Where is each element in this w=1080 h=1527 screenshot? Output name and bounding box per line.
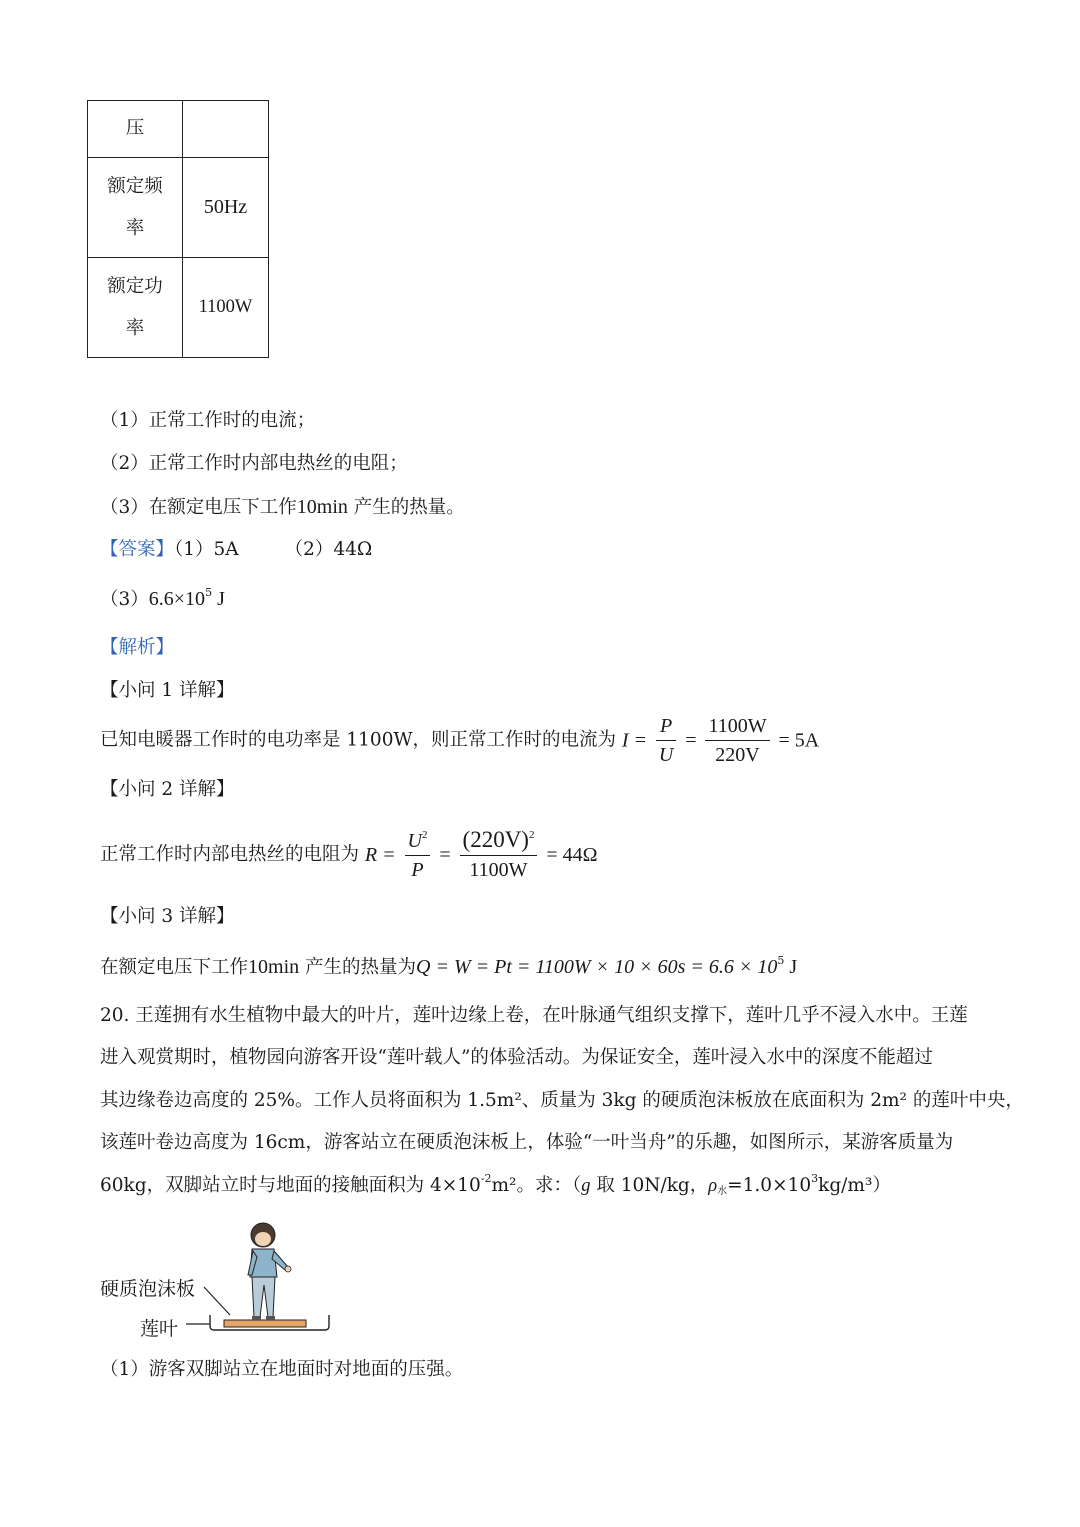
fraction: $\frac{1100W}{220V}$ [705, 712, 769, 769]
answer-line-1: 【答案】（1）5A （2）44Ω [100, 539, 373, 560]
table-cell-label: 压 [88, 101, 183, 158]
spec-table [87, 100, 269, 358]
sub3-title: 【小问 3 详解】 [100, 906, 235, 927]
sub2-title: 【小问 2 详解】 [100, 779, 235, 800]
fraction: $\frac{U^2}{P}$ [405, 827, 431, 884]
answer-line-3: $(3)6.6\times 10^5$ J [100, 586, 225, 610]
problem20-line5: 60kg，双脚站立时与地面的接触面积为 $4\times 10^{-2}m^2$。求：（g 取 10N/kg，$\rho_水=1.0\times 10^3kg/m^3$） [100, 1172, 891, 1197]
problem20-question-1: （1）游客双脚站立在地面时对地面的压强。 [100, 1359, 464, 1380]
table-row [88, 258, 269, 358]
sub1-solution: 已知电暖器工作时的电功率是 1100W，则正常工作时的电流为 I = $\frac{P}{U}$ = $\frac{1100W}{220V}$ = 5A [100, 712, 819, 769]
question-2: （2）正常工作时内部电热丝的电阻； [100, 453, 408, 474]
fraction: $\frac{P}{U}$ [656, 712, 676, 769]
table-cell-value: 50Hz [183, 158, 269, 258]
answer-tag: 【答案】 [100, 539, 175, 560]
table-row [88, 158, 269, 258]
question-1: （1）正常工作时的电流； [100, 410, 316, 431]
tourist-on-lotus-leaf-figure [180, 1215, 340, 1340]
tourist-icon [248, 1223, 291, 1320]
problem20-line1: 20. 王莲拥有水生植物中最大的叶片，莲叶边缘上卷，在叶脉通气组织支撑下，莲叶几乎不浸入水中。王莲 [100, 1005, 968, 1026]
table-cell-value [183, 101, 269, 158]
fraction: $\frac{(220V)^2}{1100W}$ [460, 826, 538, 884]
problem20-line2: 进入观赏期时，植物园向游客开设“莲叶载人”的体验活动。为保证安全，莲叶浸入水中的深度不能超过 [100, 1047, 933, 1068]
table-cell-value: 1100W [183, 258, 269, 358]
table-row [88, 101, 269, 158]
problem20-line4: 该莲叶卷边高度为 16cm，游客站立在硬质泡沫板上，体验“一叶当舟”的乐趣，如图所示，某游客质量为 [100, 1132, 954, 1153]
foam-board-shape [224, 1320, 306, 1327]
table-cell-label: 额定频 率 [88, 158, 183, 258]
figure-label-foam-board: 硬质泡沫板 [100, 1278, 196, 1300]
sub3-solution: 在额定电压下工作10min 产生的热量为$Q = W = Pt = 1100W \times 10 \times 60s = 6.6 \times 10^5$ J [100, 954, 798, 978]
problem20-line3: 其边缘卷边高度的 25%。工作人员将面积为 1.5m²、质量为 3kg 的硬质泡沫板放在底面积为 2m² 的莲叶中央， [100, 1090, 1024, 1111]
question-3: （3）在额定电压下工作10min 产生的热量。 [100, 496, 465, 518]
analysis-tag: 【解析】 [100, 637, 175, 658]
sub1-title: 【小问 1 详解】 [100, 680, 235, 701]
sub2-solution: 正常工作时内部电热丝的电阻为 R = $\frac{U^2}{P}$ = $\frac{(220V)^2}{1100W}$ = 44Ω [100, 826, 598, 884]
figure-label-lotus-leaf: 莲叶 [140, 1318, 179, 1340]
foam-leader-line [204, 1287, 230, 1315]
table-cell-label: 额定功 率 [88, 258, 183, 358]
